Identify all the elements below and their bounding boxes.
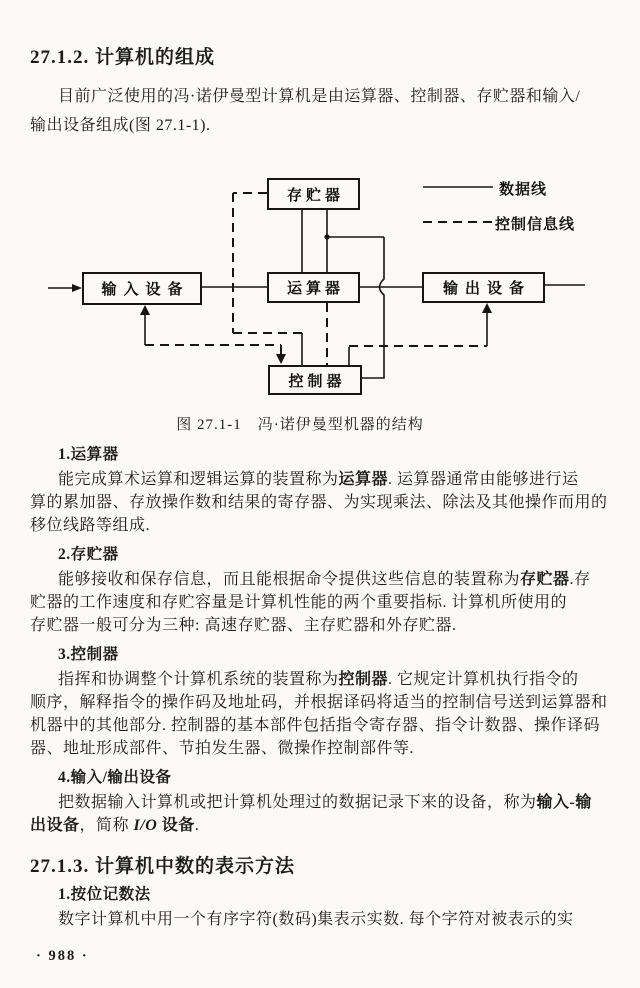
text-line: 把数据输入计算机或把计算机处理过的数据记录下来的设备，称为输入-输 bbox=[58, 794, 592, 811]
text-line: 算的累加器、存放操作数和结果的寄存器、为实现乘法、除法及其他操作而用的 bbox=[30, 494, 608, 511]
junction-dot bbox=[324, 234, 329, 239]
legend-data-line-label: 数据线 bbox=[499, 182, 548, 198]
text-line: 数字计算机中用一个有序字符(数码)集表示实数. 每个字符对被表示的实 bbox=[58, 911, 574, 928]
section-io-heading: 4.输入/输出设备 bbox=[58, 769, 172, 786]
von-neumann-architecture-diagram bbox=[40, 160, 600, 412]
section-controller-paragraph bbox=[30, 668, 610, 760]
diagram-box-output-device bbox=[422, 272, 545, 303]
diagram-box-input-device bbox=[82, 272, 202, 305]
legend-control-line-label: 控制信息线 bbox=[495, 217, 576, 233]
section-alu bbox=[30, 444, 610, 537]
output-device-label: 输出设备 bbox=[442, 281, 531, 297]
input-device-label: 输入设备 bbox=[101, 282, 190, 298]
text-line: 贮器的工作速度和存贮容量是计算机性能的两个重要指标. 计算机所使用的 bbox=[30, 594, 568, 611]
text-line: 器、地址形成部件、节拍发生器、微操作控制部件等. bbox=[30, 740, 415, 757]
section-heading-27-1-2: 27.1.2. 计算机的组成 bbox=[30, 47, 216, 68]
section-alu-paragraph bbox=[30, 468, 610, 537]
arrow-into-input-left-icon bbox=[72, 284, 82, 292]
diagram-box-memory bbox=[267, 178, 360, 210]
arrow-up-into-output-icon bbox=[482, 303, 492, 313]
positional-notation-paragraph bbox=[30, 908, 610, 931]
controller-label: 控制器 bbox=[288, 373, 346, 390]
section-io-devices bbox=[30, 767, 610, 837]
alu-label: 运算器 bbox=[286, 281, 344, 297]
section-positional-notation bbox=[30, 884, 610, 931]
positional-notation-heading: 1.按位记数法 bbox=[58, 886, 151, 903]
text-line: 能够接收和保存信息，而且能根据命令提供这些信息的装置称为存贮器.存 bbox=[58, 571, 591, 588]
section-memory bbox=[30, 544, 610, 637]
text-line: 能完成算术运算和逻辑运算的装置称为运算器. 运算器通常由能够进行运 bbox=[58, 471, 579, 488]
diagram-box-alu bbox=[267, 272, 360, 303]
text-line: 指挥和协调整个计算机系统的装置称为控制器. 它规定计算机执行指令的 bbox=[58, 671, 579, 688]
figure-caption: 图 27.1-1 冯·诺伊曼型机器的结构 bbox=[176, 417, 424, 433]
diagram-box-controller bbox=[268, 365, 362, 395]
page-number: · 988 · bbox=[36, 948, 89, 964]
text-line: 输出设备组成(图 27.1-1). bbox=[30, 117, 211, 134]
text-line: 顺序，解释指令的操作码及地址码，并根据译码将适当的控制信号送到运算器和 bbox=[30, 694, 608, 711]
section-controller-heading: 3.控制器 bbox=[58, 646, 119, 663]
text-line: 存贮器一般可分为三种: 高速存贮器、主存贮器和外存贮器. bbox=[30, 617, 457, 634]
section-heading-27-1-3: 27.1.3. 计算机中数的表示方法 bbox=[30, 856, 296, 877]
section-alu-heading: 1.运算器 bbox=[58, 446, 119, 463]
section-memory-paragraph bbox=[30, 568, 610, 637]
section-io-paragraph bbox=[30, 791, 610, 837]
text-line: 目前广泛使用的冯·诺伊曼型计算机是由运算器、控制器、存贮器和输入/ bbox=[58, 88, 581, 105]
text-line: 出设备，简称 I/O 设备. bbox=[30, 817, 200, 834]
text-line: 移位线路等组成. bbox=[30, 517, 151, 534]
section-controller bbox=[30, 644, 610, 760]
section-memory-heading: 2.存贮器 bbox=[58, 546, 119, 563]
intro-paragraph bbox=[30, 82, 610, 140]
arrow-up-into-input-icon bbox=[140, 305, 150, 315]
text-line: 机器中的其他部分. 控制器的基本部件包括指令寄存器、指令计数器、操作译码 bbox=[30, 717, 601, 734]
memory-label: 存贮器 bbox=[286, 187, 344, 204]
arrow-down-into-controller-icon bbox=[276, 354, 286, 364]
